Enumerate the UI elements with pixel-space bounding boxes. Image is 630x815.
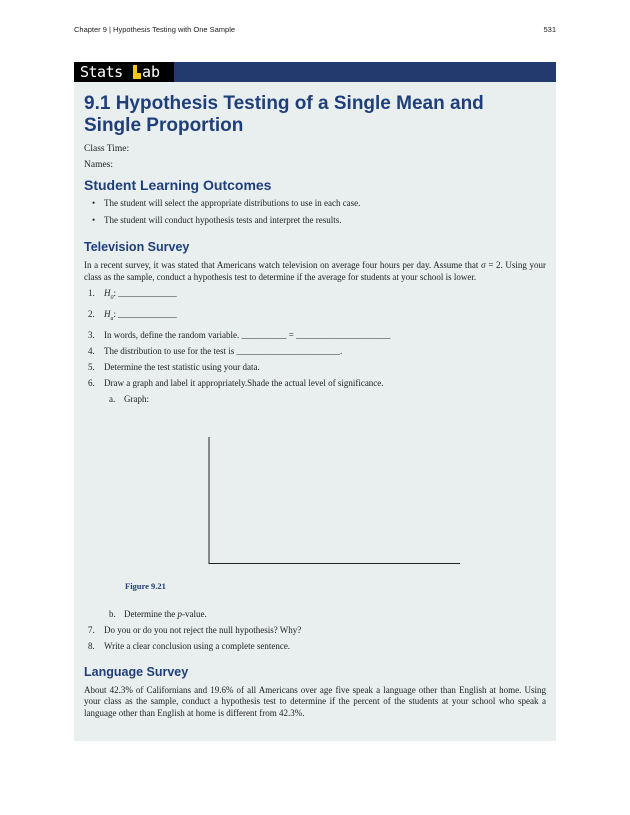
question-4: 4. The distribution to use for the test is _______________________. <box>88 345 343 356</box>
question-1: 1. $H_0$: _____________ <box>88 288 177 301</box>
outcome-item: • The student will select the appropriate distributions to use in each case. <box>84 197 546 209</box>
page-title: 9.1 Hypothesis Testing of a Single Mean and Single Proportion <box>84 93 484 136</box>
class-time-label: Class Time: <box>84 144 130 154</box>
question-5: 5. Determine the test statistic using your data. <box>88 361 260 372</box>
stats-lab-logo <box>74 62 174 82</box>
page-number: 531 <box>543 25 556 34</box>
logo-text-ab: ab <box>142 63 161 81</box>
language-survey-text: About 42.3% of Californians and 19.6% of all Americans over age five speak a language other than English at home. Using your class as the sample, conduct a hypothesis test to determine if the percent of the students at your school who speak a language other than English at home is different from 42.3%. <box>84 684 546 718</box>
lab-panel <box>74 82 556 741</box>
graph-area <box>84 405 546 591</box>
figure-caption: Figure 9.21 <box>125 580 166 591</box>
question-7: 7. Do you or do you not reject the null hypothesis? Why? <box>88 624 302 635</box>
logo-bar-icon-2 <box>137 73 141 79</box>
outcome-item: • The student will conduct hypothesis tests and interpret the results. <box>84 214 546 226</box>
outcomes-heading: Student Learning Outcomes <box>84 177 272 193</box>
question-6a: a. Graph: <box>109 393 149 404</box>
tv-survey-intro: In a recent survey, it was stated that Americans watch television on average four hours per day. Assume that σ = 2. Using your class as the sample, conduct a hypothesis test to determine if the average for students at your school is lower. <box>84 260 546 282</box>
tv-survey-heading: Television Survey <box>84 240 190 254</box>
language-survey-heading: Language Survey <box>84 664 189 679</box>
question-3: 3. In words, define the random variable. __________ = _____________________ <box>88 329 391 340</box>
question-8: 8. Write a clear conclusion using a complete sentence. <box>88 640 291 651</box>
question-6b: b. Determine the p-value. <box>109 608 207 619</box>
chapter-title: Chapter 9 | Hypothesis Testing with One Sample <box>74 25 236 34</box>
logo-text-stats: Stats <box>80 63 123 81</box>
blank-graph-axes <box>208 437 468 572</box>
names-label: Names: <box>84 160 114 170</box>
page-header <box>74 25 556 34</box>
stats-lab-banner <box>74 62 556 82</box>
question-6: 6. Draw a graph and label it appropriately.Shade the actual level of significance. <box>88 377 384 388</box>
question-2: 2. $H_a$: _____________ <box>88 308 177 322</box>
